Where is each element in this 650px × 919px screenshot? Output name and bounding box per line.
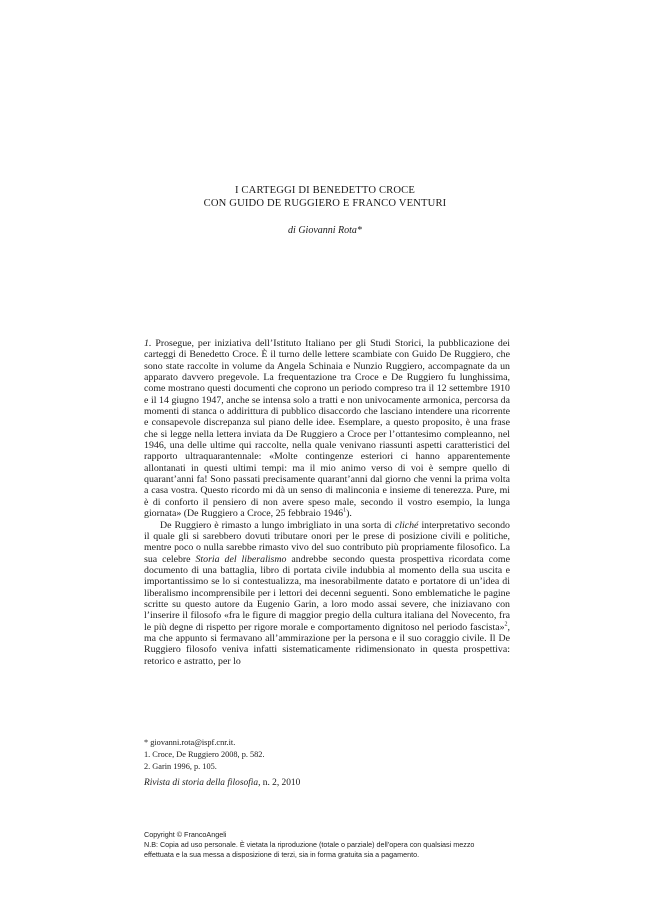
footnote-author-email: * giovanni.rota@ispf.cnr.it. <box>144 738 236 747</box>
paragraph-2-text-b: interpretativo secondo il quale gli si sarebbero dovuti tributare onori per le prese di posizione civili e politiche, mentre poco o nulla sarebbe rimasto vivo del suo contributo più propriamente filosofico. La sua celebre <box>144 519 510 565</box>
copyright-notice <box>144 830 564 860</box>
footnote-ref-2[interactable]: 2 <box>504 621 508 628</box>
article-body <box>144 338 510 667</box>
article-title-line-2: CON GUIDO DE RUGGIERO E FRANCO VENTURI <box>203 198 447 209</box>
book-title-storia-liberalismo: Storia del liberalismo <box>195 553 287 565</box>
article-title-line-1: I CARTEGGI DI BENEDETTO CROCE <box>234 185 416 196</box>
footnote-ref-1[interactable]: 1 <box>343 507 347 514</box>
copyright-line-1: Copyright © FrancoAngeli <box>144 830 227 839</box>
footnote-2: 2. Garin 1996, p. 105. <box>144 761 217 771</box>
paragraph-1-end: ). <box>346 508 352 520</box>
footnotes <box>144 737 510 772</box>
journal-title: Rivista di storia della filosofia <box>144 778 259 788</box>
author-byline: di Giovanni Rota* <box>288 225 362 236</box>
journal-issue: , n. 2, 2010 <box>258 778 301 788</box>
paragraph-2-text-d: , ma che appunto si fermavano all’ammirazione per la persona e il suo coraggio civile. Il De Ruggiero filosofo veniva infatti sistematicamente ridimensionato in questa prospettiva: retorico e astratto, per lo <box>144 621 510 667</box>
copyright-line-3: effettuata e la sua messa a disposizione di terzi, sia in forma gratuita sia a pagamento. <box>144 850 420 859</box>
journal-citation <box>144 778 510 788</box>
paragraph-2 <box>144 520 510 667</box>
article-header <box>0 184 650 236</box>
paragraph-1-text: Prosegue, per iniziativa dell’Istituto Italiano per gli Studi Storici, la pubblicazione dei carteggi di Benedetto Croce. È il turno delle lettere scambiate con Guido De Ruggiero, che sono state raccolte in volume da Angela Schinaia e Nunzio Ruggiero, accompagnate da un apparato davvero pregevole. La frequentazione tra Croce e De Ruggiero fu lunghissima, come mostrano questi documenti che coprono un periodo compreso tra il 12 settembre 1910 e il 14 giugno 1947, anche se intensa solo a tratti e non univocamente armonica, percorsa da momenti di stanca o addirittura di pubblico disaccordo che lasciano intendere una ricorrente e consapevole discrepanza sul piano delle idee. Esemplare, a questo proposito, è una frase che si legge nella lettera inviata da De Ruggiero a Croce per l’ottantesimo compleanno, nel 1946, una delle ultime qui raccolte, nella quale venivano riassunti aspetti caratteristici del rapporto ultraquarantennale: «Molte contingenze esteriori ci hanno apparentemente allontanati in questi ultimi tempi: ma il mio animo verso di voi è sempre quello di quarant’anni fa! Sono passati precisamente quarant’anni dal giorno che venni la prima volta a casa vostra. Questo ricordo mi dà un senso di malinconia e insieme di tenerezza. Pure, mi è di conforto il pensiero di non avere speso male, secondo il vostro esempio, la lunga giornata» (De Ruggiero a Croce, 25 febbraio 1946 <box>144 338 510 520</box>
paragraph-2-text-a: De Ruggiero è rimasto a lungo imbrigliato in una sorta di <box>160 519 395 531</box>
paragraph-2-text-c: andrebbe secondo questa prospettiva ricordata come documento di una battaglia, libro di portata civile indubbia al momento della sua uscita e importantissimo se lo si contestualizza, ma inesorabilmente datato e portatore di un’idea di liberalismo incomprensibile per i lettori dei decenni seguenti. Sono emblematiche le pagine scritte su questo autore da Eugenio Garin, a loro modo assai severe, che iniziavano con l’inserire il filosofo «fra le figure di maggior pregio della cultura italiana del Novecento, fra le più degne di rispetto per rigore morale e comportamento dignitoso nel periodo fascista» <box>144 553 510 633</box>
section-number: 1. <box>144 338 152 349</box>
copyright-line-2: N.B: Copia ad uso personale. È vietata la riproduzione (totale o parziale) dell’opera con qualsiasi mezzo <box>144 840 475 849</box>
emphasis-cliche: cliché <box>394 519 419 531</box>
footnote-1: 1. Croce, De Ruggiero 2008, p. 582. <box>144 749 265 759</box>
paragraph-1 <box>144 338 510 520</box>
